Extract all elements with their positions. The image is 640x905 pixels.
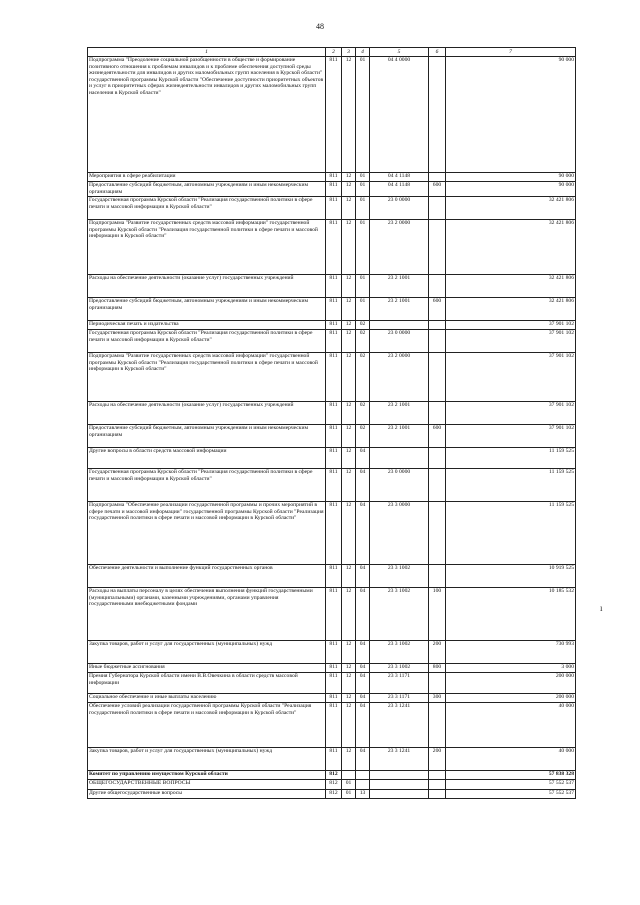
amount-cell: 32 421 806 bbox=[446, 298, 576, 321]
row-name-cell: ОБЩЕГОСУДАРСТВЕННЫЕ ВОПРОСЫ bbox=[88, 780, 326, 790]
ministry-code-cell: 811 bbox=[326, 57, 342, 173]
table-row bbox=[88, 502, 576, 565]
column-header: 5 bbox=[370, 48, 429, 57]
amount-cell: 37 901 102 bbox=[446, 330, 576, 353]
target-article-cell: 04 4 0000 bbox=[370, 57, 429, 173]
page-number: 48 bbox=[316, 22, 324, 31]
row-name-cell: Подпрограмма "Обеспечение реализации государственной программы и прочих мероприятий в сфере печати и массовой информации" государственной программы Курской области "Реализация государственной политики в сфере печати и массовой информации в Курской области" bbox=[88, 502, 326, 565]
expense-type-cell bbox=[429, 790, 446, 799]
section-code-cell: 01 bbox=[342, 790, 356, 799]
section-code-cell: 12 bbox=[342, 703, 356, 748]
subsection-code-cell: 04 bbox=[356, 448, 370, 469]
section-code-cell: 01 bbox=[342, 780, 356, 790]
ministry-code-cell: 811 bbox=[326, 448, 342, 469]
subsection-code-cell: 04 bbox=[356, 673, 370, 694]
row-name-cell: Периодическая печать и издательства bbox=[88, 321, 326, 330]
ministry-code-cell: 811 bbox=[326, 353, 342, 402]
ministry-code-cell: 811 bbox=[326, 694, 342, 703]
row-name-cell: Предоставление субсидий бюджетным, автономным учреждениям и иным некоммерческим организациям bbox=[88, 298, 326, 321]
section-code-cell: 12 bbox=[342, 57, 356, 173]
target-article-cell: 23 0 0000 bbox=[370, 330, 429, 353]
subsection-code-cell bbox=[356, 780, 370, 790]
amount-cell: 32 421 806 bbox=[446, 220, 576, 275]
amount-cell: 90 000 bbox=[446, 57, 576, 173]
expense-type-cell: 300 bbox=[429, 694, 446, 703]
ministry-code-cell: 811 bbox=[326, 673, 342, 694]
row-name-cell: Другие вопросы в области средств массовой информации bbox=[88, 448, 326, 469]
row-name-cell: Другие общегосударственные вопросы bbox=[88, 790, 326, 799]
table-row bbox=[88, 57, 576, 173]
target-article-cell: 23 3 1241 bbox=[370, 703, 429, 748]
expense-type-cell bbox=[429, 402, 446, 425]
amount-cell: 11 159 525 bbox=[446, 469, 576, 502]
expense-type-cell bbox=[429, 673, 446, 694]
expense-type-cell bbox=[429, 502, 446, 565]
expense-type-cell: 600 bbox=[429, 298, 446, 321]
ministry-code-cell: 811 bbox=[326, 664, 342, 673]
amount-cell: 57 838 328 bbox=[446, 771, 576, 780]
subsection-code-cell: 02 bbox=[356, 402, 370, 425]
ministry-code-cell: 811 bbox=[326, 330, 342, 353]
table-row bbox=[88, 694, 576, 703]
table-row bbox=[88, 641, 576, 664]
ministry-code-cell: 812 bbox=[326, 771, 342, 780]
target-article-cell: 23 2 1001 bbox=[370, 275, 429, 298]
subsection-code-cell: 01 bbox=[356, 173, 370, 182]
table-row bbox=[88, 425, 576, 448]
amount-cell: 11 159 525 bbox=[446, 448, 576, 469]
ministry-code-cell: 811 bbox=[326, 748, 342, 771]
subsection-code-cell: 04 bbox=[356, 641, 370, 664]
subsection-code-cell: 01 bbox=[356, 298, 370, 321]
column-header: 7 bbox=[446, 48, 576, 57]
section-code-cell: 12 bbox=[342, 173, 356, 182]
row-name-cell: Расходы на выплаты персоналу в целях обеспечения выполнения функций государственными (муниципальными) органами, казенными учреждениями, органами управления государственными внебюджетными фондами bbox=[88, 588, 326, 641]
table-header-row bbox=[88, 48, 576, 57]
column-header: 4 bbox=[356, 48, 370, 57]
amount-cell: 32 421 806 bbox=[446, 197, 576, 220]
ministry-code-cell: 811 bbox=[326, 565, 342, 588]
table-row bbox=[88, 664, 576, 673]
amount-cell: 11 159 525 bbox=[446, 502, 576, 565]
expense-type-cell bbox=[429, 771, 446, 780]
expense-type-cell bbox=[429, 565, 446, 588]
target-article-cell bbox=[370, 790, 429, 799]
table-row bbox=[88, 173, 576, 182]
amount-cell: 3 000 bbox=[446, 664, 576, 673]
subsection-code-cell: 04 bbox=[356, 748, 370, 771]
section-code-cell: 12 bbox=[342, 694, 356, 703]
section-code-cell: 12 bbox=[342, 298, 356, 321]
section-code-cell: 12 bbox=[342, 502, 356, 565]
table-row bbox=[88, 298, 576, 321]
subsection-code-cell: 01 bbox=[356, 182, 370, 197]
row-name-cell: Государственная программа Курской области "Реализация государственной политики в сфере печати и массовой информации в Курской области" bbox=[88, 330, 326, 353]
subsection-code-cell: 04 bbox=[356, 502, 370, 565]
ministry-code-cell: 811 bbox=[326, 298, 342, 321]
column-header: 1 bbox=[88, 48, 326, 57]
subsection-code-cell: 04 bbox=[356, 694, 370, 703]
expense-type-cell bbox=[429, 57, 446, 173]
amount-cell: 32 421 806 bbox=[446, 275, 576, 298]
table-row bbox=[88, 321, 576, 330]
amount-cell: 200 000 bbox=[446, 673, 576, 694]
subsection-code-cell: 01 bbox=[356, 57, 370, 173]
ministry-code-cell: 811 bbox=[326, 197, 342, 220]
amount-cell: 200 000 bbox=[446, 694, 576, 703]
subsection-code-cell: 04 bbox=[356, 588, 370, 641]
expense-type-cell: 600 bbox=[429, 182, 446, 197]
section-code-cell: 12 bbox=[342, 641, 356, 664]
row-name-cell: Подпрограмма "Развитие государственных средств массовой информации" государственной программы Курской области "Реализация государственной политики в сфере печати и массовой информации в Курской области" bbox=[88, 220, 326, 275]
table-row bbox=[88, 275, 576, 298]
expense-type-cell bbox=[429, 197, 446, 220]
section-code-cell: 12 bbox=[342, 182, 356, 197]
row-name-cell: Предоставление субсидий бюджетным, автономным учреждениям и иным некоммерческим организациям bbox=[88, 425, 326, 448]
target-article-cell: 23 3 1002 bbox=[370, 641, 429, 664]
subsection-code-cell: 04 bbox=[356, 703, 370, 748]
section-code-cell: 12 bbox=[342, 565, 356, 588]
table-row bbox=[88, 448, 576, 469]
table-row bbox=[88, 673, 576, 694]
table-row bbox=[88, 565, 576, 588]
section-code-cell bbox=[342, 771, 356, 780]
target-article-cell: 23 3 1002 bbox=[370, 565, 429, 588]
subsection-code-cell bbox=[356, 771, 370, 780]
expense-type-cell: 800 bbox=[429, 664, 446, 673]
amount-cell: 40 000 bbox=[446, 748, 576, 771]
amount-cell: 90 000 bbox=[446, 182, 576, 197]
subsection-code-cell: 04 bbox=[356, 664, 370, 673]
target-article-cell: 23 3 0000 bbox=[370, 502, 429, 565]
expense-type-cell: 600 bbox=[429, 425, 446, 448]
target-article-cell: 23 3 1002 bbox=[370, 664, 429, 673]
row-name-cell: Расходы на обеспечение деятельности (оказание услуг) государственных учреждений bbox=[88, 275, 326, 298]
row-name-cell: Закупка товаров, работ и услуг для государственных (муниципальных) нужд bbox=[88, 641, 326, 664]
section-code-cell: 12 bbox=[342, 425, 356, 448]
column-header: 6 bbox=[429, 48, 446, 57]
section-code-cell: 12 bbox=[342, 353, 356, 402]
row-name-cell: Мероприятия в сфере реабилитации bbox=[88, 173, 326, 182]
subsection-code-cell: 04 bbox=[356, 469, 370, 502]
subsection-code-cell: 02 bbox=[356, 353, 370, 402]
row-name-cell: Комитет по управлению имуществом Курской области bbox=[88, 771, 326, 780]
expense-type-cell bbox=[429, 703, 446, 748]
ministry-code-cell: 811 bbox=[326, 703, 342, 748]
table-row bbox=[88, 780, 576, 790]
section-code-cell: 12 bbox=[342, 197, 356, 220]
ministry-code-cell: 811 bbox=[326, 275, 342, 298]
table-body bbox=[88, 57, 576, 799]
ministry-code-cell: 811 bbox=[326, 469, 342, 502]
target-article-cell: 23 3 1171 bbox=[370, 673, 429, 694]
amount-cell: 10 185 532 bbox=[446, 588, 576, 641]
subsection-code-cell: 02 bbox=[356, 330, 370, 353]
section-code-cell: 12 bbox=[342, 402, 356, 425]
ministry-code-cell: 811 bbox=[326, 182, 342, 197]
section-code-cell: 12 bbox=[342, 220, 356, 275]
section-code-cell: 12 bbox=[342, 321, 356, 330]
ministry-code-cell: 811 bbox=[326, 588, 342, 641]
subsection-code-cell: 01 bbox=[356, 197, 370, 220]
expense-type-cell bbox=[429, 353, 446, 402]
column-header: 2 bbox=[326, 48, 342, 57]
target-article-cell bbox=[370, 321, 429, 330]
expense-type-cell bbox=[429, 275, 446, 298]
target-article-cell: 23 3 1171 bbox=[370, 694, 429, 703]
expense-type-cell bbox=[429, 220, 446, 275]
section-code-cell: 12 bbox=[342, 748, 356, 771]
table-row bbox=[88, 469, 576, 502]
section-code-cell: 12 bbox=[342, 275, 356, 298]
subsection-code-cell: 02 bbox=[356, 321, 370, 330]
amount-cell: 10 919 525 bbox=[446, 565, 576, 588]
ministry-code-cell: 811 bbox=[326, 425, 342, 448]
section-code-cell: 12 bbox=[342, 469, 356, 502]
table-row bbox=[88, 748, 576, 771]
target-article-cell: 23 2 1001 bbox=[370, 425, 429, 448]
subsection-code-cell: 13 bbox=[356, 790, 370, 799]
target-article-cell: 23 3 1002 bbox=[370, 588, 429, 641]
ministry-code-cell: 811 bbox=[326, 220, 342, 275]
margin-mark: ı bbox=[600, 603, 603, 613]
expense-type-cell bbox=[429, 469, 446, 502]
target-article-cell: 23 2 1001 bbox=[370, 402, 429, 425]
table-row bbox=[88, 353, 576, 402]
row-name-cell: Закупка товаров, работ и услуг для государственных (муниципальных) нужд bbox=[88, 748, 326, 771]
subsection-code-cell: 02 bbox=[356, 425, 370, 448]
row-name-cell: Предоставление субсидий бюджетным, автономным учреждениям и иным некоммерческим организациям bbox=[88, 182, 326, 197]
row-name-cell: Подпрограмма "Преодоление социальной разобщенности в обществе и формирование позитивного отношения к проблемам инвалидов и к проблеме обеспечения доступной среды жизнедеятельности для инвалидов и других маломобильных групп населения в Курской области" государственной программы Курской области "Обеспечение доступности приоритетных объектов и услуг в приоритетных сферах жизнедеятельности инвалидов и других маломобильных групп населения в Курской области" bbox=[88, 57, 326, 173]
column-header: 3 bbox=[342, 48, 356, 57]
section-code-cell: 12 bbox=[342, 664, 356, 673]
ministry-code-cell: 812 bbox=[326, 790, 342, 799]
subsection-code-cell: 01 bbox=[356, 220, 370, 275]
target-article-cell: 23 2 1001 bbox=[370, 298, 429, 321]
table-row bbox=[88, 330, 576, 353]
table-row bbox=[88, 588, 576, 641]
row-name-cell: Расходы на обеспечение деятельности (оказание услуг) государственных учреждений bbox=[88, 402, 326, 425]
ministry-code-cell: 811 bbox=[326, 502, 342, 565]
expense-type-cell bbox=[429, 780, 446, 790]
row-name-cell: Иные бюджетные ассигнования bbox=[88, 664, 326, 673]
section-code-cell: 12 bbox=[342, 330, 356, 353]
target-article-cell: 04 4 1148 bbox=[370, 173, 429, 182]
amount-cell: 37 901 102 bbox=[446, 353, 576, 402]
ministry-code-cell: 811 bbox=[326, 641, 342, 664]
target-article-cell: 23 3 1241 bbox=[370, 748, 429, 771]
expense-type-cell bbox=[429, 330, 446, 353]
table-row bbox=[88, 790, 576, 799]
row-name-cell: Премия Губернатора Курской области имени В.В.Овечкина в области средств массовой информации bbox=[88, 673, 326, 694]
expense-type-cell: 200 bbox=[429, 748, 446, 771]
target-article-cell: 23 0 0000 bbox=[370, 197, 429, 220]
expense-type-cell bbox=[429, 173, 446, 182]
target-article-cell: 04 4 1148 bbox=[370, 182, 429, 197]
ministry-code-cell: 812 bbox=[326, 780, 342, 790]
subsection-code-cell: 04 bbox=[356, 565, 370, 588]
row-name-cell: Социальное обеспечение и иные выплаты населению bbox=[88, 694, 326, 703]
budget-table bbox=[87, 47, 576, 799]
amount-cell: 90 000 bbox=[446, 173, 576, 182]
table-row bbox=[88, 771, 576, 780]
ministry-code-cell: 811 bbox=[326, 173, 342, 182]
table-row bbox=[88, 197, 576, 220]
amount-cell: 37 901 102 bbox=[446, 402, 576, 425]
row-name-cell: Обеспечение деятельности и выполнение функций государственных органов bbox=[88, 565, 326, 588]
target-article-cell bbox=[370, 780, 429, 790]
expense-type-cell: 100 bbox=[429, 588, 446, 641]
table-row bbox=[88, 220, 576, 275]
row-name-cell: Обеспечение условий реализации государственной программы Курской области "Реализация государственной политики в сфере печати и массовой информации в Курской области" bbox=[88, 703, 326, 748]
amount-cell: 37 901 102 bbox=[446, 425, 576, 448]
section-code-cell: 12 bbox=[342, 448, 356, 469]
expense-type-cell bbox=[429, 321, 446, 330]
expense-type-cell bbox=[429, 448, 446, 469]
table-row bbox=[88, 182, 576, 197]
target-article-cell: 23 2 0000 bbox=[370, 220, 429, 275]
amount-cell: 40 000 bbox=[446, 703, 576, 748]
amount-cell: 37 901 102 bbox=[446, 321, 576, 330]
section-code-cell: 12 bbox=[342, 588, 356, 641]
expense-type-cell: 200 bbox=[429, 641, 446, 664]
row-name-cell: Государственная программа Курской области "Реализация государственной политики в сфере печати и массовой информации в Курской области" bbox=[88, 197, 326, 220]
table-row bbox=[88, 703, 576, 748]
target-article-cell: 23 0 0000 bbox=[370, 469, 429, 502]
ministry-code-cell: 811 bbox=[326, 402, 342, 425]
table-row bbox=[88, 402, 576, 425]
subsection-code-cell: 01 bbox=[356, 275, 370, 298]
target-article-cell: 23 2 0000 bbox=[370, 353, 429, 402]
amount-cell: 57 552 537 bbox=[446, 790, 576, 799]
section-code-cell: 12 bbox=[342, 673, 356, 694]
amount-cell: 730 993 bbox=[446, 641, 576, 664]
target-article-cell bbox=[370, 448, 429, 469]
ministry-code-cell: 811 bbox=[326, 321, 342, 330]
row-name-cell: Подпрограмма "Развитие государственных средств массовой информации" государственной программы Курской области "Реализация государственной политики в сфере печати и массовой информации в Курской области" bbox=[88, 353, 326, 402]
row-name-cell: Государственная программа Курской области "Реализация государственной политики в сфере печати и массовой информации в Курской области" bbox=[88, 469, 326, 502]
target-article-cell bbox=[370, 771, 429, 780]
amount-cell: 57 552 537 bbox=[446, 780, 576, 790]
